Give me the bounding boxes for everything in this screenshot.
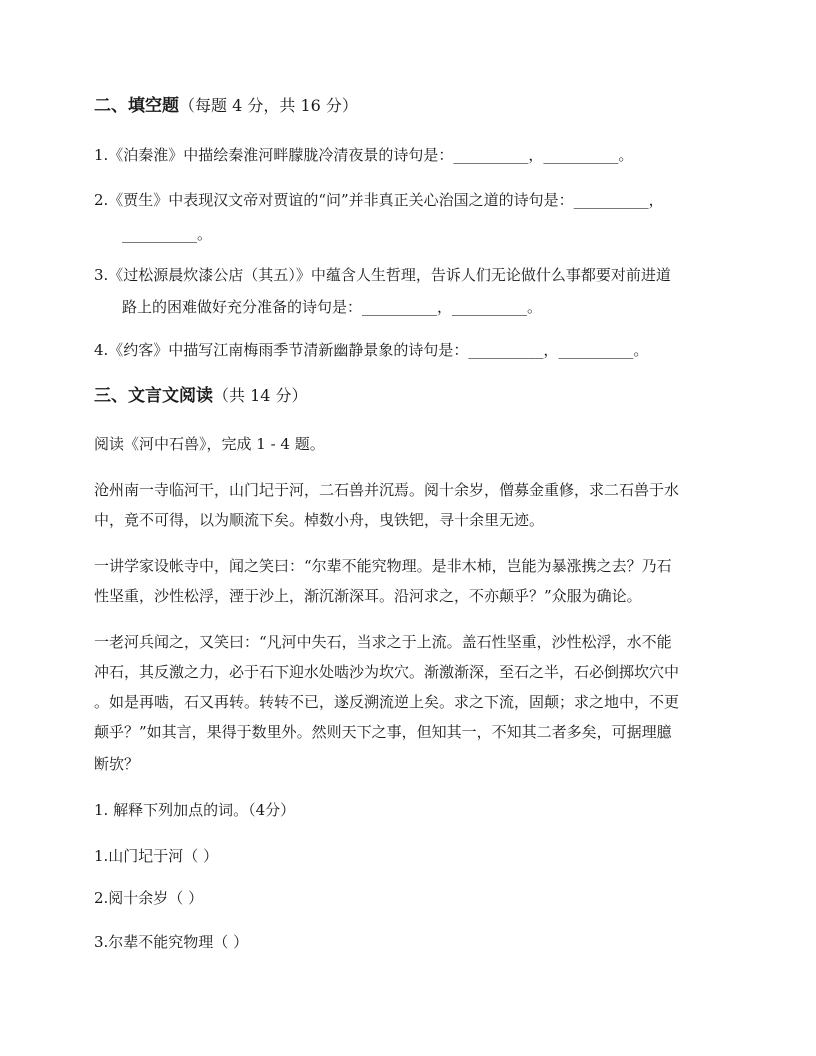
passage-paragraph-3-line-1: 一老河兵闻之，又笑曰：“凡河中失石，当求之于上流。盖石性坚重，沙性松浮，水不能 — [94, 633, 672, 651]
passage-paragraph-2-line-2: 性坚重，沙性松浮，湮于沙上，渐沉渐深耳。沿河求之，不亦颠乎？”众服为确论。 — [94, 587, 642, 605]
fill-question-2-line-2: __________。 — [122, 225, 213, 243]
passage-paragraph-3-line-3: 。如是再啮，石又再转。转转不已，遂反溯流逆上矣。求之下流，固颠；求之地中，不更 — [94, 693, 680, 711]
section-3-note: （共 14 分） — [213, 386, 308, 405]
reading-question-1-item-1: 1.山门圮于河（ ） — [94, 847, 219, 865]
passage-paragraph-3-line-5: 断欤？ — [94, 755, 140, 773]
section-2-title: 二、填空题 — [94, 96, 179, 116]
reading-question-1-item-2: 2.阅十余岁（ ） — [94, 889, 204, 907]
fill-question-3-line-2: 路上的困难做好充分准备的诗句是：__________，__________。 — [122, 298, 543, 316]
reading-question-1-item-3: 3.尔辈不能究物理（ ） — [94, 933, 249, 951]
passage-paragraph-3-line-4: 颠乎？”如其言，果得于数里外。然则天下之事，但知其一，不知其二者多矣，可据理臆 — [94, 723, 672, 741]
passage-paragraph-1-line-1: 沧州南一寺临河干，山门圮于河，二石兽并沉焉。阅十余岁，僧募金重修，求二石兽于水 — [94, 481, 680, 499]
passage-paragraph-1-line-2: 中，竟不可得，以为顺流下矣。棹数小舟，曳铁钯，寻十余里无迹。 — [94, 511, 545, 529]
section-3-title: 三、文言文阅读 — [94, 386, 213, 406]
passage-paragraph-3-line-2: 冲石，其反激之力，必于石下迎水处啮沙为坎穴。渐激渐深，至石之半，石必倒掷坎穴中 — [94, 663, 680, 681]
fill-question-3-line-1: 3.《过松源晨炊漆公店（其五）》中蕴含人生哲理，告诉人们无论做什么事都要对前进道 — [94, 266, 671, 284]
reading-intro: 阅读《河中石兽》，完成 1 - 4 题。 — [94, 435, 325, 453]
reading-question-1: 1. 解释下列加点的词。（4分） — [94, 801, 296, 819]
section-2-heading — [94, 96, 358, 116]
fill-question-1: 1.《泊秦淮》中描绘秦淮河畔朦胧冷清夜景的诗句是：__________，__________。 — [94, 146, 634, 164]
fill-question-2-line-1: 2.《贾生》中表现汉文帝对贾谊的“问”并非真正关心治国之道的诗句是：__________， — [94, 191, 664, 209]
fill-question-4: 4.《约客》中描写江南梅雨季节清新幽静景象的诗句是：__________，__________。 — [94, 341, 649, 359]
passage-paragraph-2-line-1: 一讲学家设帐寺中，闻之笑曰：“尔辈不能究物理。是非木杮，岂能为暴涨携之去？乃石 — [94, 557, 672, 575]
section-2-note: （每题 4 分，共 16 分） — [179, 96, 358, 115]
section-3-heading — [94, 386, 308, 406]
